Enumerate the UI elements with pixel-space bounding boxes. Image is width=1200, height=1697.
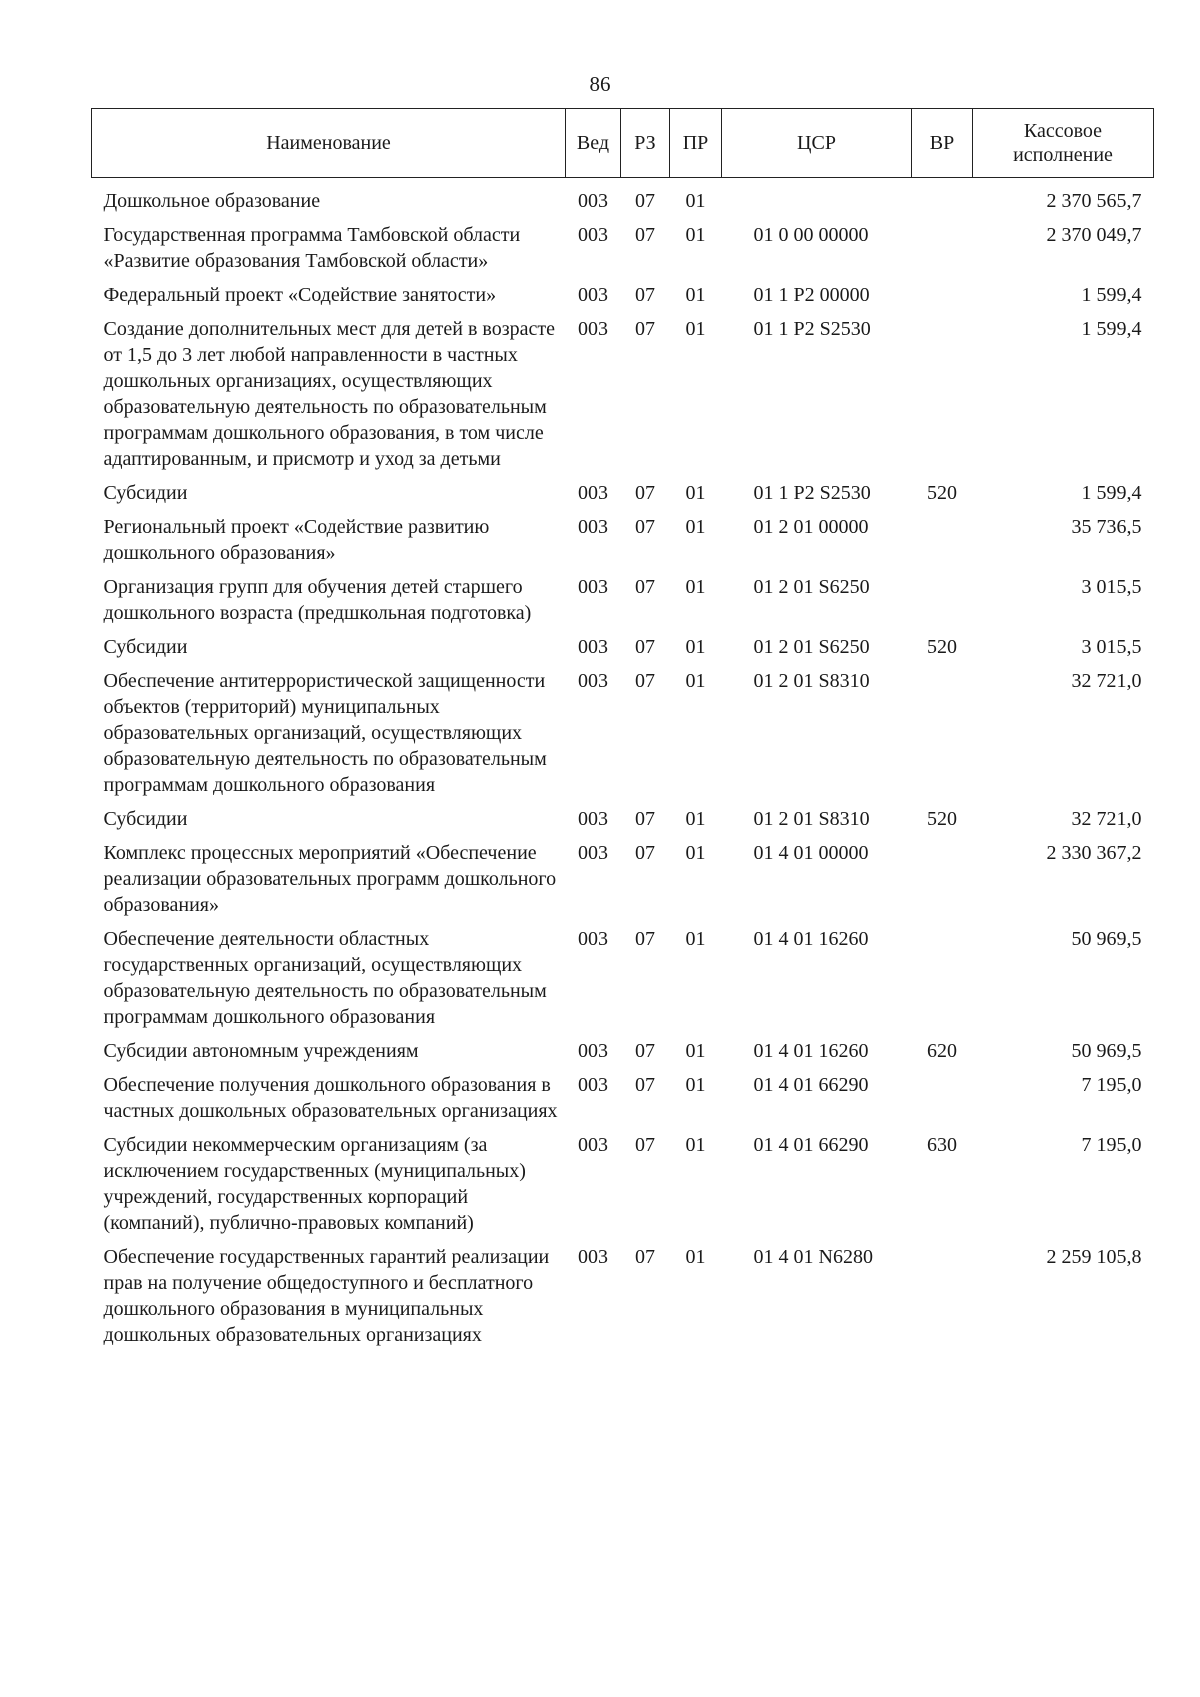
cell-ved: 003 <box>578 842 608 864</box>
cell-ved: 003 <box>578 576 608 598</box>
cell-name: Обеспечение государственных гарантий реализации прав на получение общедоступного и бесплатного дошкольного образования в муниципальных дошкольных образовательных организациях <box>103 1246 550 1346</box>
cell-ved: 003 <box>578 190 608 212</box>
cell-name: Дошкольное образование <box>103 190 321 212</box>
budget-table-container <box>91 108 1153 1356</box>
cell-vr: 620 <box>927 1040 957 1062</box>
cell-sum: 32 721,0 <box>1071 670 1142 692</box>
cell-csr: 01 2 01 00000 <box>753 516 869 538</box>
cell-rz: 07 <box>635 318 655 340</box>
cell-csr: 01 4 01 16260 <box>753 928 869 950</box>
cell-ved: 003 <box>578 1040 608 1062</box>
cell-vr <box>912 574 973 634</box>
cell-vr <box>912 1072 973 1132</box>
header-rz: РЗ <box>621 109 670 178</box>
cell-name: Субсидии <box>103 482 188 504</box>
cell-name: Создание дополнительных мест для детей в возрасте от 1,5 до 3 лет любой направленности в частных дошкольных организациях, осуществляющих образовательную деятельность по образовательным программам дошкольного образования, в том числе адаптированным, и присмотр и уход за детьми <box>103 318 555 470</box>
cell-pr: 01 <box>685 808 706 830</box>
table-row <box>92 1132 1154 1244</box>
cell-rz: 07 <box>635 1040 655 1062</box>
cell-rz: 07 <box>635 670 655 692</box>
cell-sum: 3 015,5 <box>1081 636 1142 658</box>
cell-rz: 07 <box>635 284 655 306</box>
cell-csr: 01 4 01 66290 <box>753 1134 869 1156</box>
cell-pr: 01 <box>685 670 706 692</box>
cell-csr: 01 2 01 S8310 <box>753 670 870 692</box>
header-vr: ВР <box>912 109 973 178</box>
table-row <box>92 1072 1154 1132</box>
cell-rz: 07 <box>635 808 655 830</box>
cell-vr: 520 <box>927 636 957 658</box>
cell-vr <box>912 668 973 806</box>
cell-csr: 01 4 01 66290 <box>753 1074 869 1096</box>
cell-vr: 520 <box>927 482 957 504</box>
cell-csr: 01 2 01 S8310 <box>753 808 870 830</box>
cell-rz: 07 <box>635 636 655 658</box>
table-row <box>92 668 1154 806</box>
table-row <box>92 634 1154 668</box>
cell-rz: 07 <box>635 1134 655 1156</box>
cell-rz: 07 <box>635 482 655 504</box>
table-row <box>92 806 1154 840</box>
cell-ved: 003 <box>578 928 608 950</box>
cell-pr: 01 <box>685 1074 706 1096</box>
cell-name: Региональный проект «Содействие развитию дошкольного образования» <box>103 516 490 564</box>
table-row <box>92 1244 1154 1356</box>
cell-sum: 1 599,4 <box>1081 482 1142 504</box>
cell-rz: 07 <box>635 576 655 598</box>
cell-pr: 01 <box>685 190 706 212</box>
table-row <box>92 840 1154 926</box>
cell-sum: 50 969,5 <box>1071 928 1142 950</box>
cell-name: Государственная программа Тамбовской области «Развитие образования Тамбовской области» <box>103 224 521 272</box>
cell-name: Субсидии <box>103 636 188 658</box>
cell-name: Организация групп для обучения детей старшего дошкольного возраста (предшкольная подготовка) <box>103 576 532 624</box>
table-body <box>92 178 1154 1357</box>
cell-ved: 003 <box>578 808 608 830</box>
cell-vr <box>912 222 973 282</box>
cell-sum: 1 599,4 <box>1081 318 1142 340</box>
cell-ved: 003 <box>578 670 608 692</box>
header-csr: ЦСР <box>722 109 912 178</box>
cell-rz: 07 <box>635 928 655 950</box>
cell-vr <box>912 282 973 316</box>
cell-name: Обеспечение антитеррористической защищенности объектов (территорий) муниципальных образовательных организаций, осуществляющих образовательную деятельность по образовательным программам дошкольного образования <box>103 670 547 796</box>
cell-name: Федеральный проект «Содействие занятости» <box>103 284 497 306</box>
cell-ved: 003 <box>578 1246 608 1268</box>
cell-pr: 01 <box>685 928 706 950</box>
cell-sum: 1 599,4 <box>1081 284 1142 306</box>
cell-ved: 003 <box>578 1134 608 1156</box>
cell-name: Обеспечение получения дошкольного образования в частных дошкольных образовательных организациях <box>103 1074 558 1122</box>
cell-pr: 01 <box>685 284 706 306</box>
cell-rz: 07 <box>635 190 655 212</box>
cell-sum: 50 969,5 <box>1071 1040 1142 1062</box>
cell-csr: 01 1 P2 S2530 <box>753 482 871 504</box>
cell-sum: 3 015,5 <box>1081 576 1142 598</box>
cell-sum: 7 195,0 <box>1081 1074 1142 1096</box>
cell-ved: 003 <box>578 1074 608 1096</box>
cell-name: Субсидии автономным учреждениям <box>103 1040 419 1062</box>
header-name: Наименование <box>92 109 566 178</box>
cell-name: Комплекс процессных мероприятий «Обеспечение реализации образовательных программ дошкольного образования» <box>103 842 557 916</box>
cell-vr <box>912 316 973 480</box>
table-row <box>92 1038 1154 1072</box>
cell-csr: 01 4 01 00000 <box>753 842 869 864</box>
cell-rz: 07 <box>635 224 655 246</box>
cell-pr: 01 <box>685 516 706 538</box>
cell-sum: 2 370 049,7 <box>1046 224 1142 246</box>
cell-ved: 003 <box>578 224 608 246</box>
cell-pr: 01 <box>685 482 706 504</box>
table-row <box>92 514 1154 574</box>
cell-csr <box>722 178 912 223</box>
header-sum: Кассовое исполнение <box>973 109 1154 178</box>
cell-csr: 01 4 01 16260 <box>753 1040 869 1062</box>
cell-ved: 003 <box>578 516 608 538</box>
header-pr: ПР <box>670 109 722 178</box>
table-row <box>92 926 1154 1038</box>
cell-pr: 01 <box>685 636 706 658</box>
cell-ved: 003 <box>578 318 608 340</box>
table-row <box>92 316 1154 480</box>
cell-name: Субсидии некоммерческим организациям (за исключением государственных (муниципальных) учреждений, государственных корпораций (компаний), публично-правовых компаний) <box>103 1134 526 1234</box>
cell-pr: 01 <box>685 318 706 340</box>
cell-name: Обеспечение деятельности областных государственных организаций, осуществляющих образовательную деятельность по образовательным программам дошкольного образования <box>103 928 547 1028</box>
cell-csr: 01 2 01 S6250 <box>753 636 870 658</box>
cell-pr: 01 <box>685 1246 706 1268</box>
cell-vr <box>912 840 973 926</box>
table-row <box>92 480 1154 514</box>
cell-rz: 07 <box>635 1074 655 1096</box>
cell-sum: 2 259 105,8 <box>1046 1246 1142 1268</box>
cell-pr: 01 <box>685 842 706 864</box>
cell-vr <box>912 1244 973 1356</box>
cell-vr <box>912 926 973 1038</box>
cell-ved: 003 <box>578 636 608 658</box>
cell-csr: 01 1 P2 S2530 <box>753 318 871 340</box>
table-row <box>92 282 1154 316</box>
cell-rz: 07 <box>635 516 655 538</box>
table-row <box>92 574 1154 634</box>
budget-execution-table <box>91 108 1154 1356</box>
cell-csr: 01 0 00 00000 <box>753 224 869 246</box>
cell-sum: 35 736,5 <box>1071 516 1142 538</box>
cell-name: Субсидии <box>103 808 188 830</box>
cell-rz: 07 <box>635 842 655 864</box>
table-row <box>92 222 1154 282</box>
table-header <box>92 109 1154 178</box>
cell-sum: 32 721,0 <box>1071 808 1142 830</box>
cell-ved: 003 <box>578 284 608 306</box>
header-row <box>92 109 1154 178</box>
cell-vr <box>912 178 973 223</box>
cell-csr: 01 4 01 N6280 <box>753 1246 873 1268</box>
cell-pr: 01 <box>685 576 706 598</box>
cell-pr: 01 <box>685 224 706 246</box>
cell-vr: 630 <box>927 1134 957 1156</box>
cell-vr: 520 <box>927 808 957 830</box>
cell-vr <box>912 514 973 574</box>
header-ved: Вед <box>566 109 621 178</box>
cell-sum: 2 370 565,7 <box>1046 190 1142 212</box>
page-number: 86 <box>589 72 611 96</box>
cell-sum: 2 330 367,2 <box>1046 842 1142 864</box>
cell-pr: 01 <box>685 1134 706 1156</box>
cell-pr: 01 <box>685 1040 706 1062</box>
cell-csr: 01 1 P2 00000 <box>753 284 870 306</box>
cell-rz: 07 <box>635 1246 655 1268</box>
cell-csr: 01 2 01 S6250 <box>753 576 870 598</box>
cell-ved: 003 <box>578 482 608 504</box>
table-row <box>92 178 1154 223</box>
cell-sum: 7 195,0 <box>1081 1134 1142 1156</box>
